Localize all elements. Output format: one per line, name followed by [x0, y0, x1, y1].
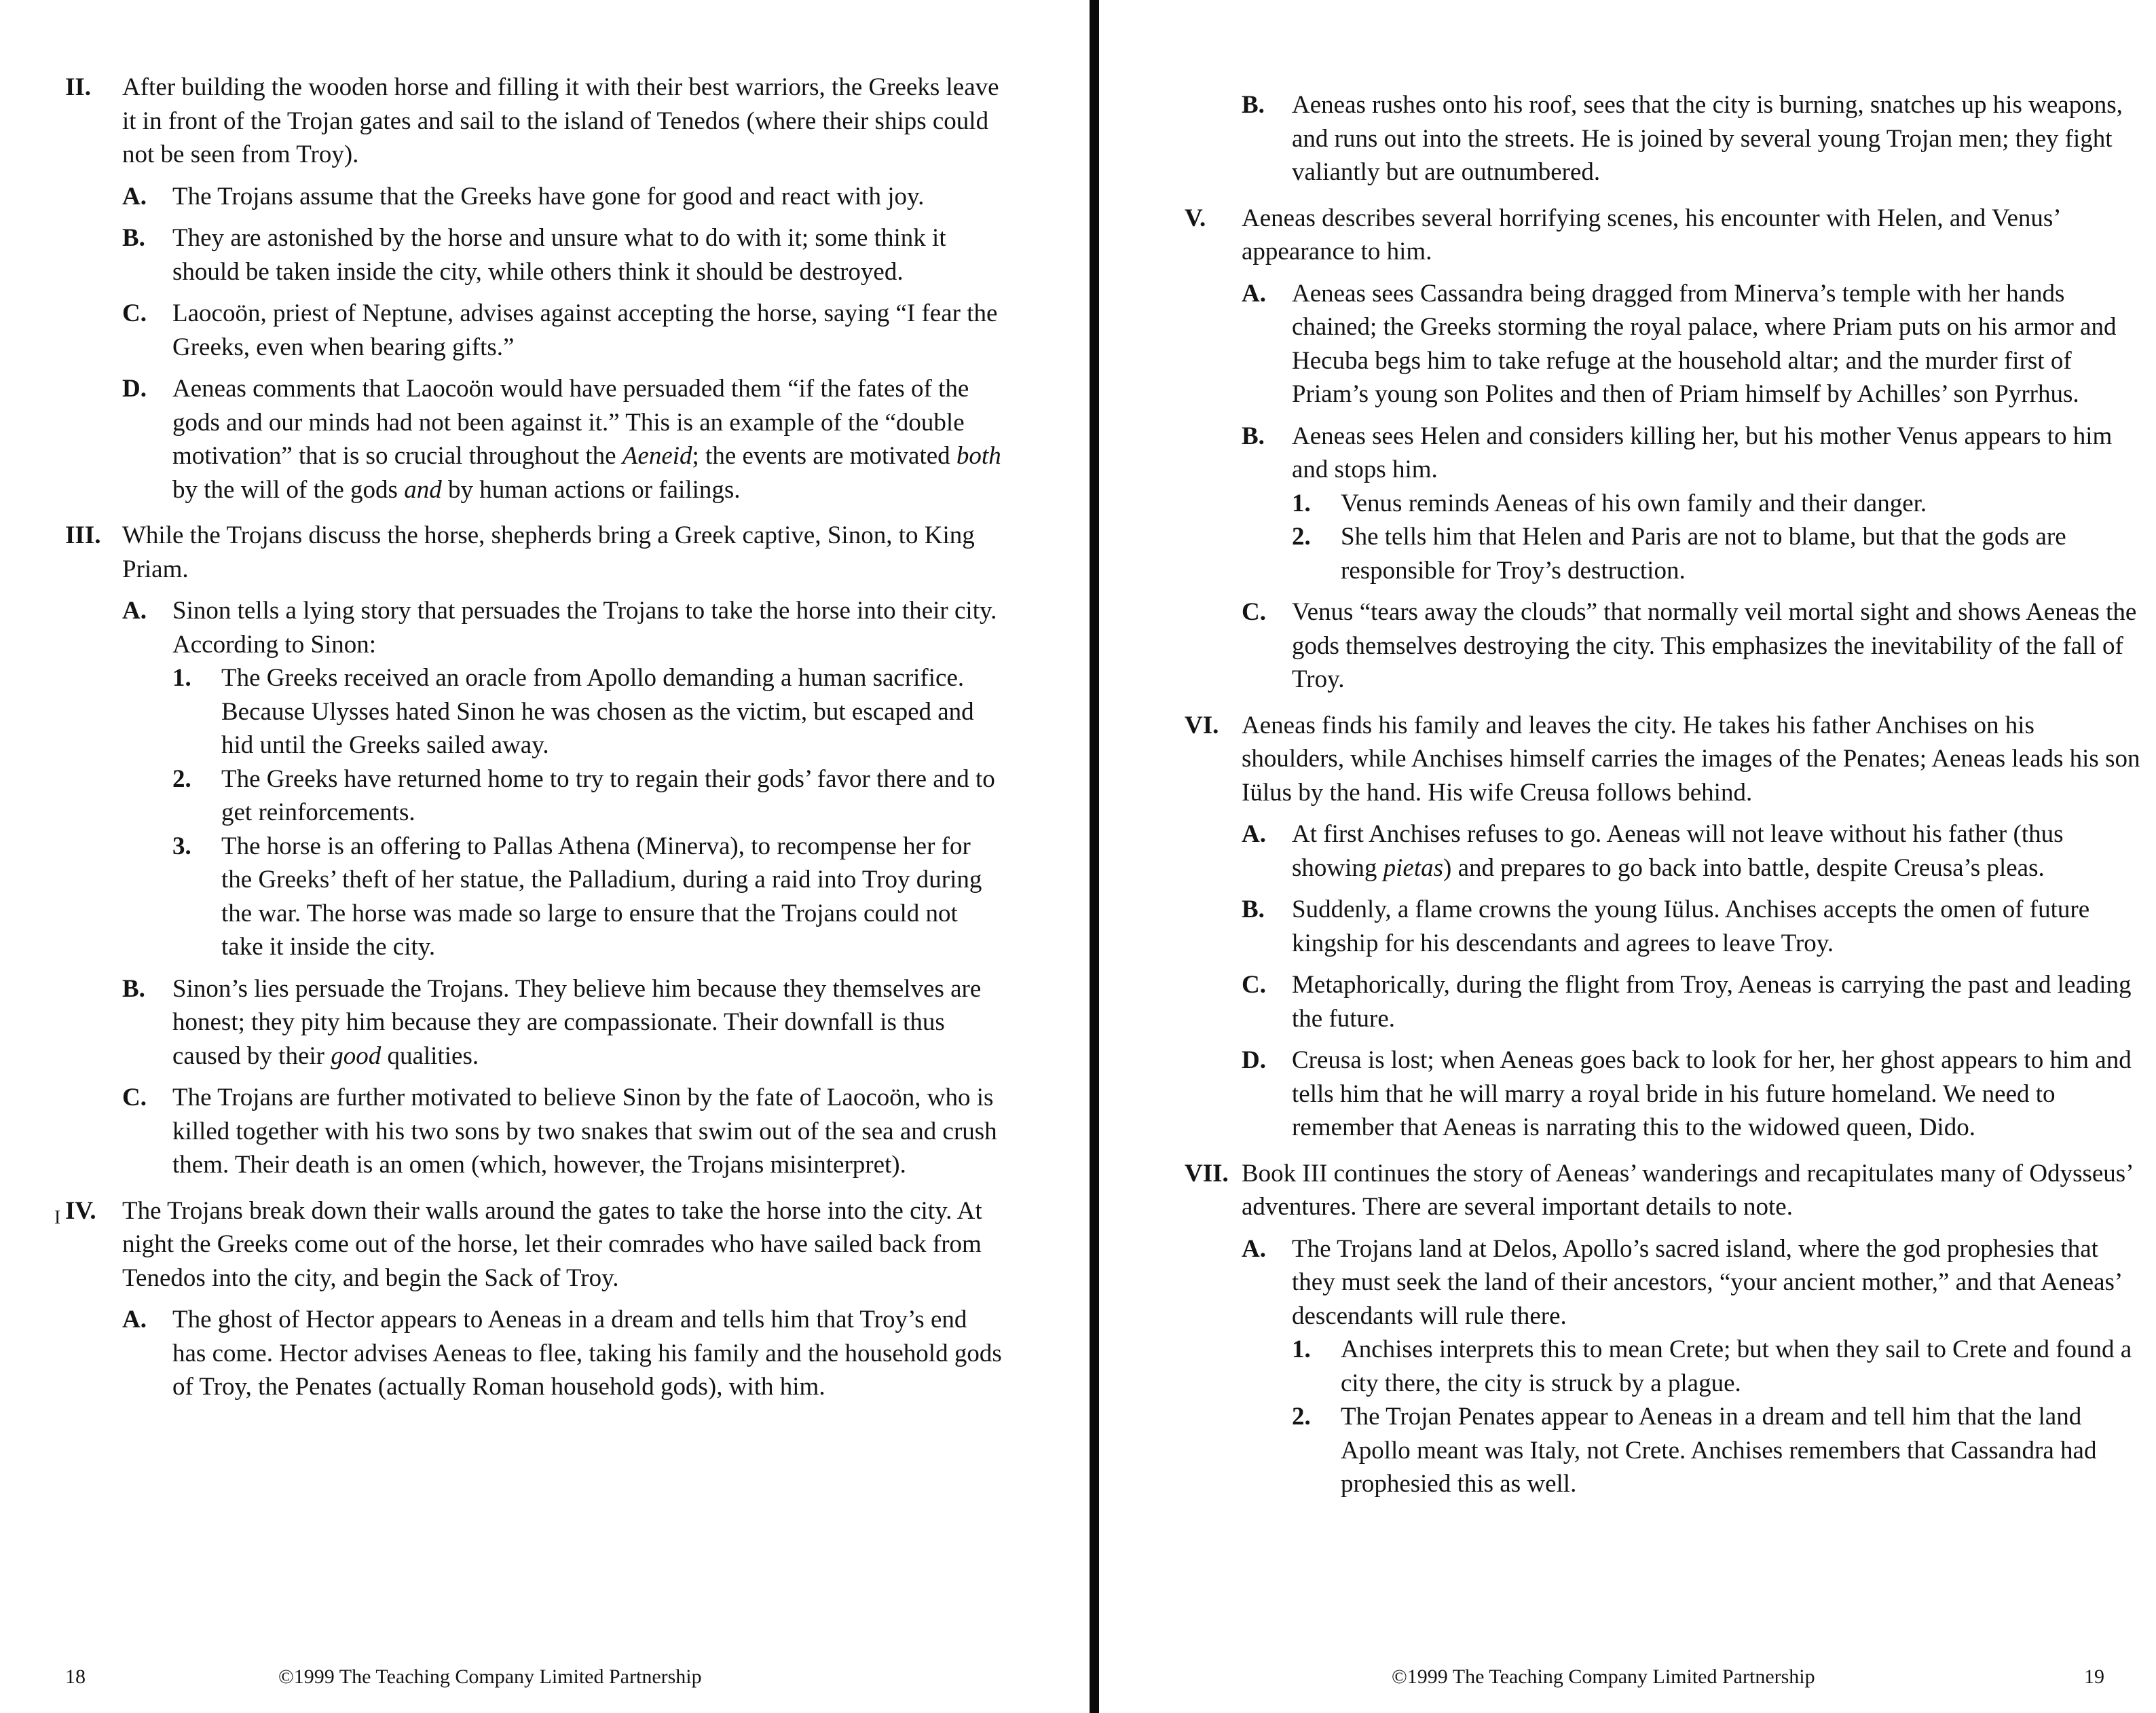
subsection-text: Creusa is lost; when Aeneas goes back to look for her, her ghost appears to him and tells him that he will marry a royal bride in his future homeland. We need to remember that Aeneas is narrating this to the widowed queen, Dido.: [1292, 1046, 2132, 1141]
item-number: 2.: [1292, 523, 1311, 551]
section-VI: [1185, 709, 2142, 1145]
subsection-text: [172, 975, 981, 1070]
subsection-text: Aeneas sees Helen and considers killing her, but his mother Venus appears to him and stops him.: [1292, 422, 2113, 483]
subsection-letter: A.: [122, 1306, 147, 1333]
subsection-text: Aeneas rushes onto his roof, sees that the city is burning, snatches up his weapons, and runs out into the streets. He is joined by several young Trojan men; they fight valiantly but are outnumbered.: [1292, 91, 2123, 186]
subsection-VI-B: [1242, 893, 2142, 960]
copyright-footer-left: ©1999 The Teaching Company Limited Partnership: [278, 1665, 702, 1688]
subsection-letter: B.: [122, 974, 145, 1003]
text-run: At first Anchises refuses to go. Aeneas will not leave without his father (thus showing: [1292, 820, 2064, 882]
item-number: 3.: [172, 832, 191, 860]
text-run: ) and prepares to go back into battle, despite Creusa’s pleas.: [1443, 853, 2045, 882]
subsection-letter: B.: [1242, 896, 1265, 923]
subsection-III-B: [122, 972, 1002, 1073]
section-number: IV.: [65, 1196, 96, 1225]
section-text: The Trojans break down their walls around the gates to take the horse into the city. At night the Greeks come out of the horse, let their comrades who have sailed back from Tenedos into the city, and begin the Sack of Troy.: [122, 1196, 982, 1292]
page-number-right: 19: [2084, 1665, 2104, 1688]
item-number: 1.: [1292, 1336, 1311, 1363]
item-VII-A-2: [1292, 1400, 2142, 1501]
subsection-VII-A: [1242, 1232, 2142, 1501]
subsection-letter: C.: [1242, 598, 1266, 626]
subsection-letter: B.: [122, 224, 145, 252]
page-number-left: 18: [65, 1665, 86, 1688]
subsection-letter: D.: [1242, 1046, 1266, 1074]
subsection-V-C: [1242, 595, 2142, 697]
subsection-text: Aeneas sees Cassandra being dragged from Minerva’s temple with her hands chained; the Greeks storming the royal palace, where Priam puts on his armor and Hecuba begs him to take refuge at the household altar; and the murder first of Priam’s young son Polites and then of Priam himself by Achilles’ son Pyrrhus.: [1292, 279, 2117, 408]
subsection-text: [1292, 820, 2064, 882]
subsection-letter: B.: [1242, 91, 1265, 119]
text-run: ; the events are motivated: [692, 442, 956, 470]
subsection-text: Metaphorically, during the flight from Troy, Aeneas is carrying the past and leading the future.: [1292, 971, 2132, 1033]
subsection-III-A: [122, 594, 1002, 964]
subsection-text: The ghost of Hector appears to Aeneas in a dream and tells him that Troy’s end has come. Hector advises Aeneas to flee, taking his family and the household gods of Troy, the Penates (actually Roman household gods), with him.: [172, 1306, 1002, 1401]
section-number: VI.: [1185, 711, 1219, 739]
item-text: The Greeks received an oracle from Apollo demanding a human sacrifice. Because Ulysses hated Sinon he was chosen as the victim, but escaped and hid until the Greeks sailed away.: [221, 664, 974, 759]
item-number: 1.: [172, 664, 191, 692]
subsection-letter: A.: [122, 182, 147, 210]
subsection-text: Venus “tears away the clouds” that normally veil mortal sight and shows Aeneas the gods themselves destroying the city. This emphasizes the inevitability of the fall of Troy.: [1292, 598, 2137, 693]
text-run: Sinon’s lies persuade the Trojans. They believe him because they themselves are honest; they pity him because they are compassionate. Their downfall is thus caused by their: [172, 974, 982, 1070]
item-V-B-2: [1292, 520, 2142, 587]
section-text: Aeneas finds his family and leaves the city. He takes his father Anchises on his shoulders, while Anchises himself carries the images of the Penates; Aeneas leads his son Iülus by the hand. His wife Creusa follows behind.: [1242, 711, 2140, 807]
item-number: 2.: [172, 765, 191, 793]
subsection-letter: A.: [122, 597, 147, 625]
section-VII: [1185, 1157, 2142, 1501]
section-number: V.: [1185, 204, 1206, 232]
section-number: III.: [65, 521, 101, 549]
subsection-II-D: [122, 372, 1002, 506]
subsection-text: Suddenly, a flame crowns the young Iülus. Anchises accepts the omen of future kingship for his descendants and agrees to leave Troy.: [1292, 896, 2090, 957]
item-III-A-3: [172, 830, 1002, 964]
subsection-text: The Trojans land at Delos, Apollo’s sacred island, where the god prophesies that they must seek the land of their ancestors, “your ancient mother,” and that Aeneas’ descendants will rule there.: [1292, 1234, 2121, 1330]
book-spine: [1090, 0, 1099, 1713]
item-text: The Greeks have returned home to try to regain their gods’ favor there and to get reinforcements.: [221, 765, 995, 826]
subsection-IV-B: [1242, 88, 2142, 189]
subsection-letter: A.: [1242, 1234, 1266, 1263]
stray-margin-mark: I: [54, 1207, 61, 1228]
subsection-V-A: [1242, 277, 2142, 411]
section-text: After building the wooden horse and filling it with their best warriors, the Greeks leave it in front of the Trojan gates and sail to the island of Tenedos (where their ships could not be seen from Troy).: [122, 73, 999, 168]
section-text: Book III continues the story of Aeneas’ wanderings and recapitulates many of Odysseus’ adventures. There are several important details to note.: [1242, 1159, 2132, 1221]
item-V-B-1: [1292, 487, 2142, 521]
subsection-VI-D: [1242, 1044, 2142, 1145]
subsection-II-C: [122, 297, 1002, 364]
item-text: Venus reminds Aeneas of his own family and their danger.: [1341, 489, 1927, 517]
section-III: [65, 519, 1002, 1182]
text-run: qualities.: [381, 1042, 479, 1070]
item-III-A-2: [172, 762, 1002, 830]
subsection-II-A: [122, 180, 1002, 214]
text-run: by the will of the gods: [172, 475, 405, 504]
subsection-II-B: [122, 221, 1002, 289]
section-text: While the Trojans discuss the horse, shepherds bring a Greek captive, Sinon, to King Priam.: [122, 521, 975, 583]
subsection-text: [172, 375, 1001, 504]
italic-run: both: [956, 442, 1001, 470]
section-II: [65, 71, 1002, 506]
text-run: by human actions or failings.: [441, 475, 741, 504]
right-page: [1103, 0, 2156, 1713]
subsection-VI-C: [1242, 968, 2142, 1035]
item-number: 2.: [1292, 1403, 1311, 1431]
copyright-footer-right: ©1999 The Teaching Company Limited Partnership: [1392, 1665, 1815, 1688]
subsection-VI-A: [1242, 817, 2142, 885]
left-page-content: [65, 71, 1002, 1416]
subsection-letter: B.: [1242, 422, 1265, 450]
item-text: The Trojan Penates appear to Aeneas in a dream and tell him that the land Apollo meant was Italy, not Crete. Anchises remembers that Cassandra had prophesied this as well.: [1341, 1403, 2097, 1498]
section-IV: [65, 1194, 1002, 1404]
section-number: VII.: [1185, 1159, 1229, 1187]
italic-run: and: [404, 475, 442, 504]
subsection-letter: A.: [1242, 820, 1266, 848]
item-text: She tells him that Helen and Paris are not to blame, but that the gods are responsible for Troy’s destruction.: [1341, 523, 2066, 585]
subsection-text: Laocoön, priest of Neptune, advises against accepting the horse, saying “I fear the Greeks, even when bearing gifts.”: [172, 299, 998, 361]
item-number: 1.: [1292, 489, 1311, 517]
subsection-text: The Trojans assume that the Greeks have gone for good and react with joy.: [172, 182, 925, 210]
item-III-A-1: [172, 661, 1002, 762]
item-text: The horse is an offering to Pallas Athena (Minerva), to recompense her for the Greeks’ theft of her statue, the Palladium, during a raid into Troy during the war. The horse was made so large to ensure that the Trojans could not take it inside the city.: [221, 832, 982, 961]
italic-run: pietas: [1383, 853, 1444, 882]
item-text: Anchises interprets this to mean Crete; but when they sail to Crete and found a city there, the city is struck by a plague.: [1341, 1336, 2132, 1397]
italic-run: good: [331, 1042, 382, 1070]
subsection-letter: C.: [122, 1084, 147, 1111]
right-page-content: [1185, 88, 2142, 1513]
section-number: II.: [65, 73, 92, 101]
subsection-text: The Trojans are further motivated to believe Sinon by the fate of Laocoön, who is killed together with his two sons by two snakes that swim out of the sea and crush them. Their death is an omen (which, however, the Trojans misinterpret).: [172, 1084, 997, 1179]
subsection-letter: C.: [1242, 971, 1266, 999]
italic-run: Aeneid: [622, 442, 692, 470]
item-VII-A-1: [1292, 1333, 2142, 1400]
text-run: Aeneas comments that Laocoön would have persuaded them “if the fates of the gods and our minds had not been against it.” This is an example of the “double motivation” that is so crucial throughout the: [172, 375, 969, 470]
subsection-letter: D.: [122, 375, 147, 403]
subsection-III-C: [122, 1081, 1002, 1182]
section-V: [1185, 202, 2142, 697]
subsection-text: Sinon tells a lying story that persuades the Trojans to take the horse into their city. According to Sinon:: [172, 597, 997, 659]
subsection-V-B: [1242, 420, 2142, 588]
subsection-text: They are astonished by the horse and unsure what to do with it; some think it should be taken inside the city, while others think it should be destroyed.: [172, 224, 946, 286]
subsection-IV-A: [122, 1303, 1002, 1404]
subsection-letter: C.: [122, 299, 147, 327]
subsection-letter: A.: [1242, 279, 1266, 308]
section-text: Aeneas describes several horrifying scenes, his encounter with Helen, and Venus’ appearance to him.: [1242, 204, 2060, 265]
